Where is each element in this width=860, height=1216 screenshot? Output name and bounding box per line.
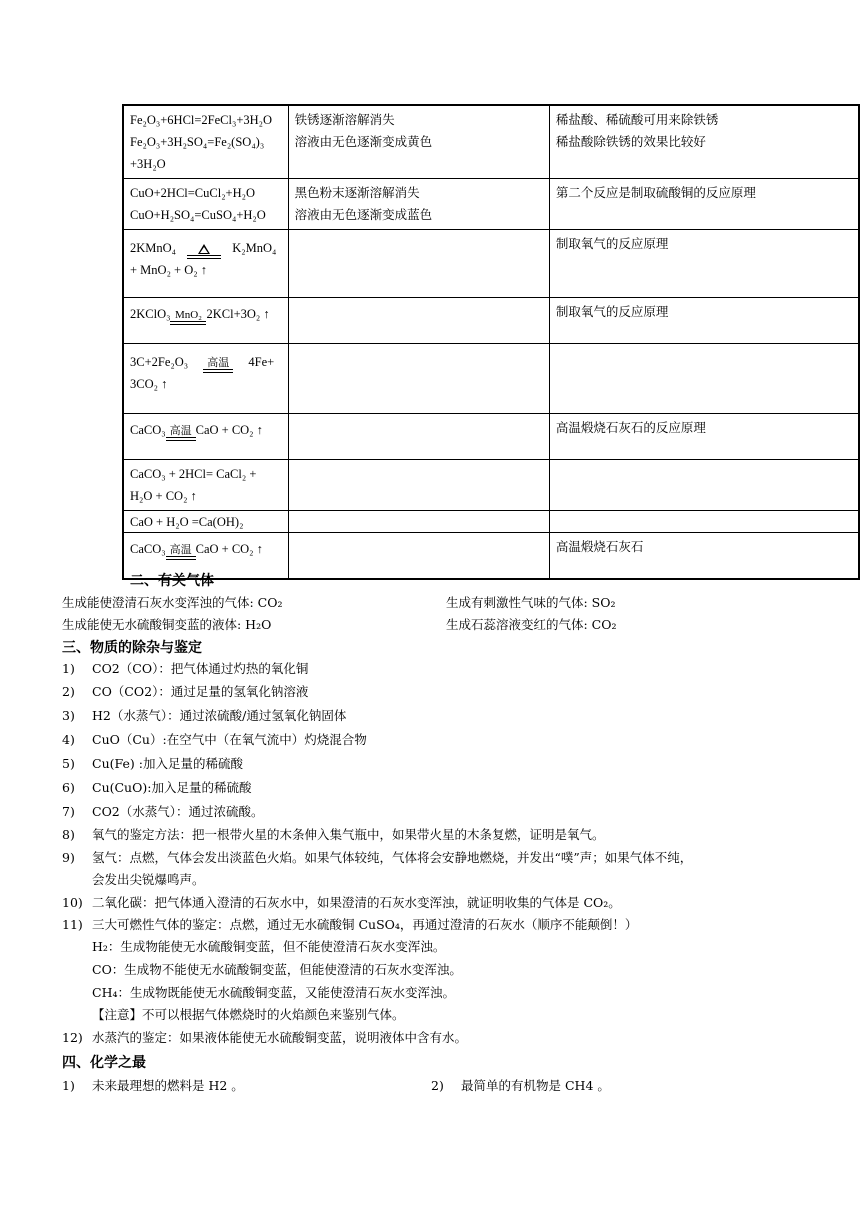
table-row xyxy=(123,230,859,298)
reaction-condition xyxy=(170,309,206,325)
note-cell xyxy=(549,298,859,344)
table-row xyxy=(123,414,859,460)
phenomenon-cell xyxy=(288,533,549,579)
item-number: 1) xyxy=(62,661,75,676)
item-text: CO2（CO）：把气体通过灼热的氧化铜 xyxy=(92,661,309,676)
list-item xyxy=(62,755,243,773)
item-text: 二氧化碳：把气体通入澄清的石灰水中，如果澄清的石灰水变浑浊，就证明收集的气体是 CO₂。 xyxy=(92,895,621,910)
table-row xyxy=(123,460,859,511)
item-number: 9) xyxy=(62,850,75,865)
reaction-condition xyxy=(166,425,196,441)
note-line: 稀盐酸除铁锈的效果比较好 xyxy=(555,134,706,149)
item-text: 三大可燃性气体的鉴定：点燃，通过无水硫酸铜 CuSO₄，再通过澄清的石灰水（顺序不能颠倒！） xyxy=(92,917,638,932)
equation-line: CuO+2HCl=CuCl₂+H₂O xyxy=(130,186,256,200)
phenomenon-line: 黑色粉末逐渐溶解消失 xyxy=(294,185,420,200)
gas-item: 生成石蕊溶液变红的气体: CO₂ xyxy=(446,617,617,632)
equation-cell xyxy=(123,298,288,344)
list-item xyxy=(62,871,205,889)
phenomenon-cell xyxy=(288,298,549,344)
list-item xyxy=(62,803,264,821)
equation-line: 3CO₂ ↑ xyxy=(130,377,168,391)
phenomenon-cell xyxy=(288,414,549,460)
equals-bar xyxy=(170,321,206,325)
phenomenon-cell xyxy=(288,460,549,511)
equation-products: CaO + CO₂ ↑ xyxy=(195,423,263,437)
list-item xyxy=(62,660,308,678)
equation-products: 2KCl+3O₂ ↑ xyxy=(206,307,270,321)
equation-reactants: CaCO₃ xyxy=(130,423,166,437)
reaction-condition xyxy=(166,544,196,560)
equation-line xyxy=(130,303,282,325)
section-heading-purification: 三、物质的除杂与鉴定 xyxy=(62,640,202,656)
phenomenon-cell xyxy=(288,230,549,298)
note-cell xyxy=(549,414,859,460)
item-text: Cu(Fe) :加入足量的稀硫酸 xyxy=(92,756,243,771)
gas-item: 生成能使无水硫酸铜变蓝的液体: H₂O xyxy=(62,617,272,632)
equation-cell xyxy=(123,460,288,511)
condition-label: MnO₂ xyxy=(174,309,203,321)
table-row xyxy=(123,511,859,533)
gas-item: 生成有刺激性气味的气体: SO₂ xyxy=(446,595,616,610)
item-number: 2) xyxy=(62,684,75,699)
item-number: 1) xyxy=(62,1078,75,1093)
note-line: 制取氧气的反应原理 xyxy=(555,236,669,251)
item-number: 4) xyxy=(62,732,75,747)
item-number: 12) xyxy=(62,1030,83,1045)
note-line: 制取氧气的反应原理 xyxy=(555,304,669,319)
item-text: 水蒸汽的鉴定：如果液体能使无水硫酸铜变蓝，说明液体中含有水。 xyxy=(92,1030,468,1045)
list-item xyxy=(62,1029,467,1047)
item-text: CO2（水蒸气）：通过浓硫酸。 xyxy=(92,804,264,819)
table-row xyxy=(123,533,859,579)
item-number: 8) xyxy=(62,827,75,842)
phenomenon-line: 溶液由无色逐渐变成蓝色 xyxy=(294,207,433,222)
list-item xyxy=(62,849,692,867)
item-text: 氢气：点燃，气体会发出淡蓝色火焰。如果气体较纯，气体将会安静地燃烧，并发出“噗”声；如果气体不纯， xyxy=(92,850,693,865)
equation-cell xyxy=(123,179,288,230)
equation-reactants: CaCO₃ xyxy=(130,542,166,556)
item-number: 2) xyxy=(431,1078,444,1093)
table-row xyxy=(123,344,859,414)
list-item xyxy=(431,1077,610,1095)
item-text: 会发出尖锐爆鸣声。 xyxy=(92,872,205,887)
equation-products: K₂MnO₄ xyxy=(232,241,277,255)
note-cell xyxy=(549,230,859,298)
list-item xyxy=(62,731,367,749)
equation-reactants: 3C+2Fe₂O₃ xyxy=(130,355,189,369)
item-number: 7) xyxy=(62,804,75,819)
item-text: CO（CO2）：通过足量的氢氧化钠溶液 xyxy=(92,684,309,699)
table-row xyxy=(123,298,859,344)
equation-cell xyxy=(123,230,288,298)
section-heading-gases: 二、有关气体 xyxy=(130,573,214,589)
item-number: 6) xyxy=(62,780,75,795)
equals-bar xyxy=(203,369,233,373)
equation-line: CaCO₃ + 2HCl= CaCl₂ + xyxy=(130,467,257,481)
item-number: 10) xyxy=(62,895,83,910)
note-cell xyxy=(549,179,859,230)
list-item xyxy=(62,1006,405,1024)
item-text: CO：生成物不能使无水硫酸铜变蓝，但能使澄清的石灰水变浑浊。 xyxy=(92,962,462,977)
equation-line: H₂O + CO₂ ↑ xyxy=(130,489,197,503)
condition-label: 高温 xyxy=(207,357,230,369)
list-item xyxy=(62,916,637,934)
note-cell xyxy=(549,344,859,414)
equation-reactants: 2KClO₃ xyxy=(130,307,171,321)
equation-line xyxy=(130,538,282,560)
item-text: 未来最理想的燃料是 H2 。 xyxy=(92,1078,244,1093)
condition-label: 高温 xyxy=(169,544,192,556)
item-text: H₂：生成物能使无水硫酸铜变蓝，但不能使澄清石灰水变浑浊。 xyxy=(92,939,446,954)
equation-reactants: 2KMnO₄ xyxy=(130,241,177,255)
equation-line: CuO+H₂SO₄=CuSO₄+H₂O xyxy=(130,208,266,222)
phenomenon-cell xyxy=(288,105,549,179)
equals-bar xyxy=(187,255,221,259)
phenomenon-cell xyxy=(288,344,549,414)
item-text: CuO（Cu）:在空气中（在氧气流中）灼烧混合物 xyxy=(92,732,367,747)
item-number: 11) xyxy=(62,917,83,932)
note-line: 高温煅烧石灰石的反应原理 xyxy=(555,420,706,435)
list-item xyxy=(62,938,445,956)
item-text: 最简单的有机物是 CH4 。 xyxy=(461,1078,610,1093)
equation-line: +3H₂O xyxy=(130,157,166,171)
item-text: CH₄：生成物既能使无水硫酸铜变蓝，又能使澄清石灰水变浑浊。 xyxy=(92,985,455,1000)
section-heading-superlatives: 四、化学之最 xyxy=(62,1055,146,1071)
equation-products: CaO + CO₂ ↑ xyxy=(195,542,263,556)
note-cell xyxy=(549,460,859,511)
equation-cell xyxy=(123,344,288,414)
note-cell xyxy=(549,105,859,179)
list-item xyxy=(62,683,308,701)
list-item xyxy=(62,961,462,979)
equals-bar xyxy=(166,437,196,441)
reaction-table xyxy=(122,104,860,580)
item-text: 【注意】不可以根据气体燃烧时的火焰颜色来鉴别气体。 xyxy=(92,1007,405,1022)
equation-products: 4Fe+ xyxy=(248,355,275,369)
equation-cell xyxy=(123,511,288,533)
equation-line xyxy=(130,237,282,259)
item-number: 3) xyxy=(62,708,75,723)
gas-item: 生成能使澄清石灰水变浑浊的气体: CO₂ xyxy=(62,595,283,610)
equation-cell xyxy=(123,105,288,179)
phenomenon-line: 铁锈逐渐溶解消失 xyxy=(294,112,395,127)
note-cell xyxy=(549,533,859,579)
heat-triangle-icon xyxy=(198,244,210,254)
note-line: 高温煅烧石灰石 xyxy=(555,539,644,554)
equation-line: CaO + H₂O =Ca(OH)₂ xyxy=(130,515,244,529)
note-line: 第二个反应是制取硫酸铜的反应原理 xyxy=(555,185,756,200)
note-line: 稀盐酸、稀硫酸可用来除铁锈 xyxy=(555,112,719,127)
item-text: 氧气的鉴定方法：把一根带火星的木条伸入集气瓶中，如果带火星的木条复燃，证明是氧气。 xyxy=(92,827,605,842)
reaction-condition xyxy=(203,357,233,373)
item-text: Cu(CuO):加入足量的稀硫酸 xyxy=(92,780,252,795)
table-row xyxy=(123,179,859,230)
equation-line: Fe₂O₃+6HCl=2FeCl₃+3H₂O xyxy=(130,113,273,127)
phenomenon-cell xyxy=(288,179,549,230)
list-item xyxy=(62,1077,244,1095)
list-item xyxy=(62,779,251,797)
table-row xyxy=(123,105,859,179)
list-item xyxy=(62,707,346,725)
note-cell xyxy=(549,511,859,533)
reaction-condition xyxy=(187,244,221,259)
item-number: 5) xyxy=(62,756,75,771)
equation-line: + MnO₂ + O₂ ↑ xyxy=(130,263,207,277)
condition-label: 高温 xyxy=(169,425,192,437)
list-item xyxy=(62,984,455,1002)
equation-line xyxy=(130,419,282,441)
equation-cell xyxy=(123,414,288,460)
phenomenon-cell xyxy=(288,511,549,533)
list-item xyxy=(62,894,621,912)
equation-line xyxy=(130,351,282,373)
phenomenon-line: 溶液由无色逐渐变成黄色 xyxy=(294,134,433,149)
equals-bar xyxy=(166,556,196,560)
list-item xyxy=(62,826,605,844)
equation-line: Fe₂O₃+3H₂SO₄=Fe₂(SO₄)₃ xyxy=(130,135,265,149)
item-text: H2（水蒸气）：通过浓硫酸/通过氢氧化钠固体 xyxy=(92,708,347,723)
